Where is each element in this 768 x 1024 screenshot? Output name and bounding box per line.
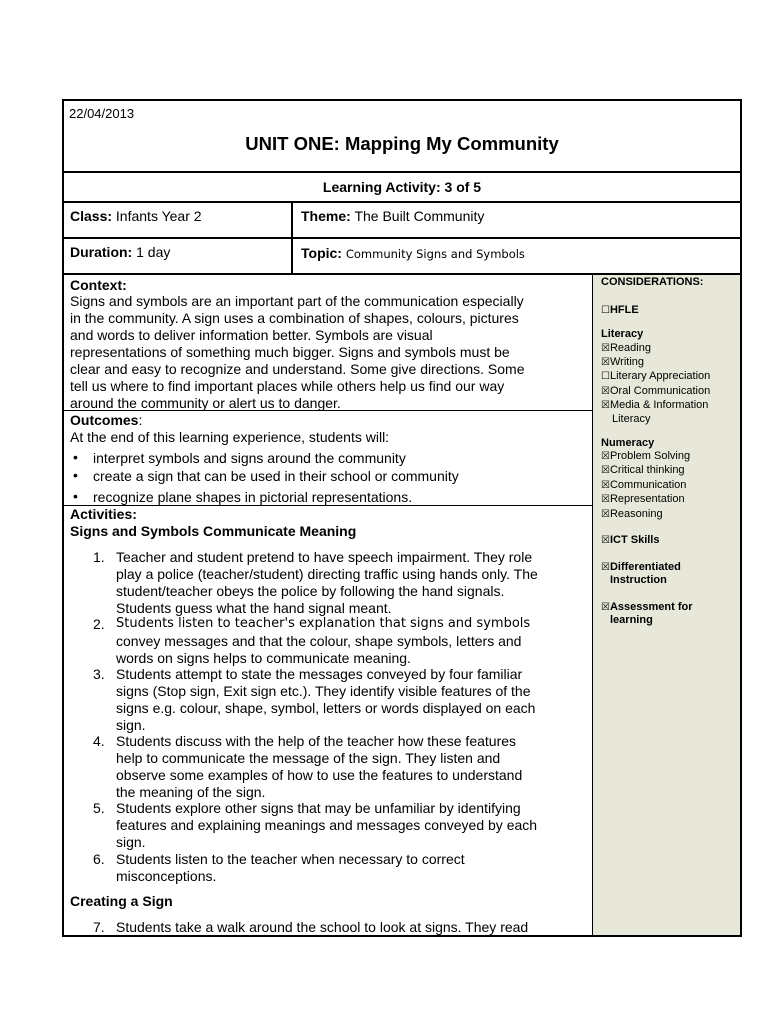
numeracy-heading: Numeracy [601,437,655,449]
consideration-hfle [601,303,639,318]
context-line: and words to deliver information better. Symbols are visual [70,327,433,343]
item-line: signs e.g. colour, shape, symbol, letters or words displayed on each [116,700,536,716]
item-line: convey messages and that the colour, shape symbols, letters and [116,633,522,649]
outcome-text: interpret symbols and signs around the community [93,450,406,466]
checked-box-icon: ☒ [601,400,610,411]
consideration-label: Oral Communication [609,385,711,397]
context-line: around the community or alert us to danger. [70,395,341,411]
consideration-label: Writing [609,356,644,368]
outcome-text: create a sign that can be used in their school or community [93,468,459,484]
rule-under-activity [62,201,742,203]
outcomes-heading-text: Outcomes [70,412,139,428]
class-label: Class: [70,208,113,224]
item-line: student/teacher obeys the police by following the hand signals. [116,583,505,599]
literacy-heading: Literacy [601,328,644,340]
unchecked-box-icon: ☐ [601,371,610,382]
checked-box-icon: ☒ [601,494,610,505]
context-line: representations of something much bigger. Signs and symbols must be [70,344,510,360]
rule-vertical-sidebar [592,275,593,935]
consideration-writing [601,355,644,370]
item-line: observe some examples of how to use the features to understand [116,767,523,783]
consideration-label: Literary Appreciation [609,370,711,382]
theme-value: The Built Community [354,208,485,224]
consideration-differentiated-instruction-cont: Instruction [610,574,667,586]
consideration-label: Problem Solving [609,450,691,462]
consideration-label: Critical thinking [609,464,685,476]
consideration-label: Reasoning [609,508,663,520]
item-line: Students attempt to state the messages conveyed by four familiar [116,666,523,682]
outcomes-intro: At the end of this learning experience, students will: [70,429,390,445]
date: 22/04/2013 [69,106,135,121]
item-line: sign. [116,717,146,733]
item-line: Teacher and student pretend to have speech impairment. They role [116,549,533,565]
outcomes-heading [70,412,142,429]
consideration-label: Assessment for [609,601,693,613]
context-line: clear and easy to recognize and understand. Some give directions. Some [70,361,525,377]
class-cell [70,208,202,224]
item-line: Students explore other signs that may be unfamiliar by identifying [116,800,521,816]
item-number: 1. [93,549,105,565]
checked-box-icon: ☒ [601,451,610,462]
consideration-reading [601,341,651,356]
duration-label: Duration: [70,244,133,260]
bullet: • [73,467,78,483]
item-line: features and explaining meanings and messages conveyed by each [116,817,538,833]
consideration-representation [601,492,685,507]
item-line: signs (Stop sign, Exit sign etc.). They identify visible features of the [116,683,531,699]
outcome-text: recognize plane shapes in pictorial representations. [93,489,413,505]
consideration-assessment-cont: learning [610,614,653,626]
bullet: • [73,488,78,504]
topic-value: Community Signs and Symbols [345,247,525,261]
rule-under-class [62,237,742,239]
item-number: 2. [93,616,105,632]
topic-cell [301,245,525,261]
consideration-problem-solving [601,449,690,464]
consideration-media-information [601,398,708,413]
consideration-label: Reading [609,342,651,354]
activities-subheading: Signs and Symbols Communicate Meaning [70,523,357,539]
item-line: words on signs helps to communicate meaning. [116,650,411,666]
topic-label: Topic: [301,245,342,261]
context-line: Signs and symbols are an important part of the communication especially [70,293,524,309]
unchecked-box-icon: ☐ [601,305,610,316]
item-line: the meaning of the sign. [116,784,266,800]
item-line: sign. [116,834,146,850]
rule-vertical-class-theme [291,201,293,275]
item-number: 7. [93,919,105,935]
consideration-literary-appreciation [601,369,710,384]
consideration-media-information-cont: Literacy [612,413,651,425]
item-line: Students take a walk around the school to look at signs. They read [116,919,529,935]
context-line: in the community. A sign uses a combination of shapes, colours, pictures [70,310,519,326]
activities-heading: Activities: [70,506,137,522]
checked-box-icon: ☒ [601,357,610,368]
creating-sign-heading: Creating a Sign [70,893,173,909]
consideration-label: ICT Skills [609,534,660,546]
context-heading: Context: [70,277,127,293]
consideration-label: Media & Information [609,399,709,411]
consideration-label: Differentiated [609,561,681,573]
consideration-ict-skills [601,533,660,548]
checked-box-icon: ☒ [601,535,610,546]
item-number: 6. [93,851,105,867]
learning-activity: Learning Activity: 3 of 5 [322,179,482,195]
considerations-heading: CONSIDERATIONS: [601,276,704,288]
item-line: Students listen to teacher's explanation that signs and symbols [116,616,531,631]
checked-box-icon: ☒ [601,602,610,613]
item-number: 4. [93,733,105,749]
checked-box-icon: ☒ [601,465,610,476]
item-line: Students guess what the hand signal meant. [116,600,392,616]
item-line: Students listen to the teacher when necessary to correct [116,851,465,867]
page-title: UNIT ONE: Mapping My Community [245,133,559,154]
consideration-communication [601,478,686,493]
consideration-critical-thinking [601,463,685,478]
checked-box-icon: ☒ [601,480,610,491]
bullet: • [73,449,78,465]
checked-box-icon: ☒ [601,343,610,354]
consideration-label: HFLE [609,304,639,316]
consideration-label: Communication [609,479,687,491]
item-line: Students discuss with the help of the teacher how these features [116,733,517,749]
checked-box-icon: ☒ [601,386,610,397]
duration-cell [70,244,170,260]
consideration-reasoning [601,507,663,522]
rule-under-title [62,171,742,173]
consideration-oral-communication [601,384,710,399]
duration-value: 1 day [136,244,171,260]
item-line: misconceptions. [116,868,217,884]
context-line: tell us where to find important places while others help us find our way [70,378,505,394]
item-line: help to communicate the message of the sign. They listen and [116,750,501,766]
checked-box-icon: ☒ [601,562,610,573]
item-number: 5. [93,800,105,816]
theme-label: Theme: [301,208,351,224]
theme-cell [301,208,484,224]
outcomes-colon: : [138,412,143,428]
item-line: play a police (teacher/student) directing traffic using hands only. The [116,566,538,582]
checked-box-icon: ☒ [601,509,610,520]
item-number: 3. [93,666,105,682]
class-value: Infants Year 2 [115,208,202,224]
consideration-label: Representation [609,493,685,505]
